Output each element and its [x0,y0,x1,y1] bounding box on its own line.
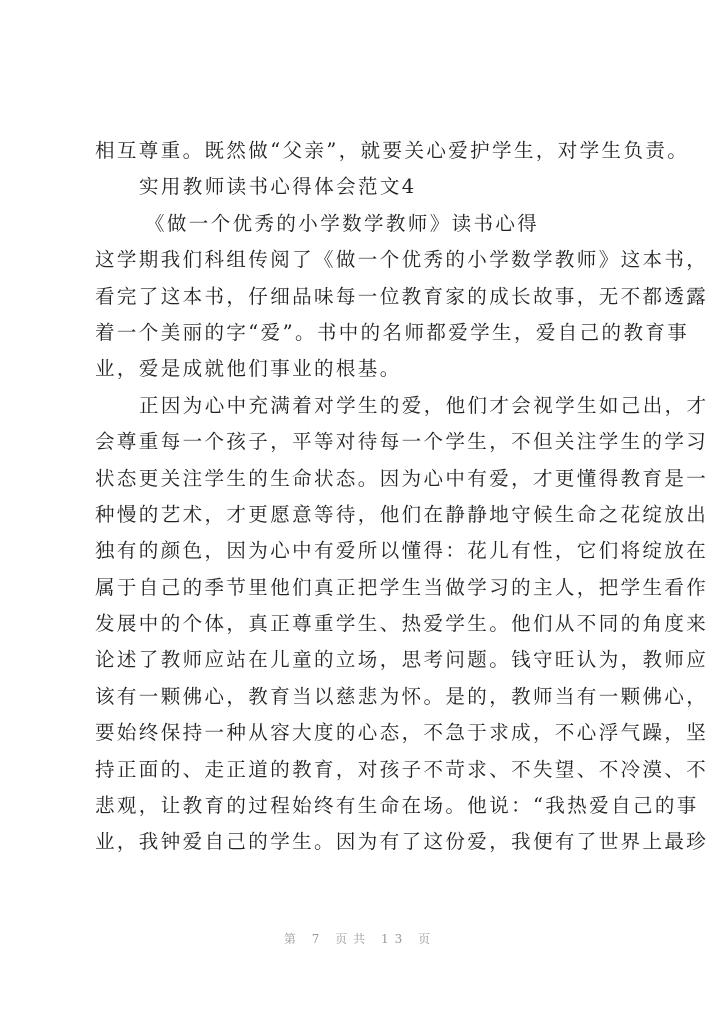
paragraph-line: 要始终保持一种从容大度的心态，不急于求成，不心浮气躁，坚 [95,721,709,745]
paragraph-line: 业，爱是成就他们事业的根基。 [95,357,402,381]
paragraph-line: 相互尊重。既然做“父亲”，就要关心爱护学生，对学生负责。 [95,139,690,162]
paragraph-line: 状态更关注学生的生命状态。因为心中有爱，才更懂得教育是一 [95,466,709,490]
paragraph-line: 业，我钟爱自己的学生。因为有了这份爱，我便有了世界上最珍 [95,830,709,854]
paragraph-line: 会尊重每一个孩子，平等对待每一个学生，不但关注学生的学习 [95,430,709,454]
page-number-footer: 第 7 页共 13 页 [283,932,437,946]
paragraph-line: 持正面的、走正道的教育，对孩子不苛求、不失望、不冷漠、不 [95,757,709,781]
paragraph-line: 看完了这本书，仔细品味每一位教育家的成长故事，无不都透露 [95,284,709,308]
paragraph-line: 属于自己的季节里他们真正把学生当做学习的主人，把学生看作 [95,575,709,599]
paragraph-line: 该有一颗佛心，教育当以慈悲为怀。是的，教师当有一颗佛心， [95,684,709,708]
paragraph-line: 发展中的个体，真正尊重学生、热爱学生。他们从不同的角度来 [95,612,709,636]
document-body [95,133,709,861]
paragraph-line: 着一个美丽的字“爱”。书中的名师都爱学生，爱自己的教育事 [95,320,690,344]
paragraph-line: 悲观，让教育的过程始终有生命在场。他说：“我热爱自己的事 [95,794,699,818]
section-heading: 实用教师读书心得体会范文4 [139,175,417,199]
paragraph-line: 论述了教师应站在儿童的立场，思考问题。钱守旺认为，教师应 [95,648,709,672]
paragraph-line: 正因为心中充满着对学生的爱，他们才会视学生如己出，才 [139,393,709,417]
paragraph-line: 种慢的艺术，才更愿意等待，他们在静静地守候生命之花绽放出 [95,502,709,526]
article-title: 《做一个优秀的小学数学教师》读书心得 [145,211,540,235]
paragraph-line: 独有的颜色，因为心中有爱所以懂得：花儿有性，它们将绽放在 [95,539,709,563]
paragraph-line: 这学期我们科组传阅了《做一个优秀的小学数学教师》这本书， [95,248,709,272]
